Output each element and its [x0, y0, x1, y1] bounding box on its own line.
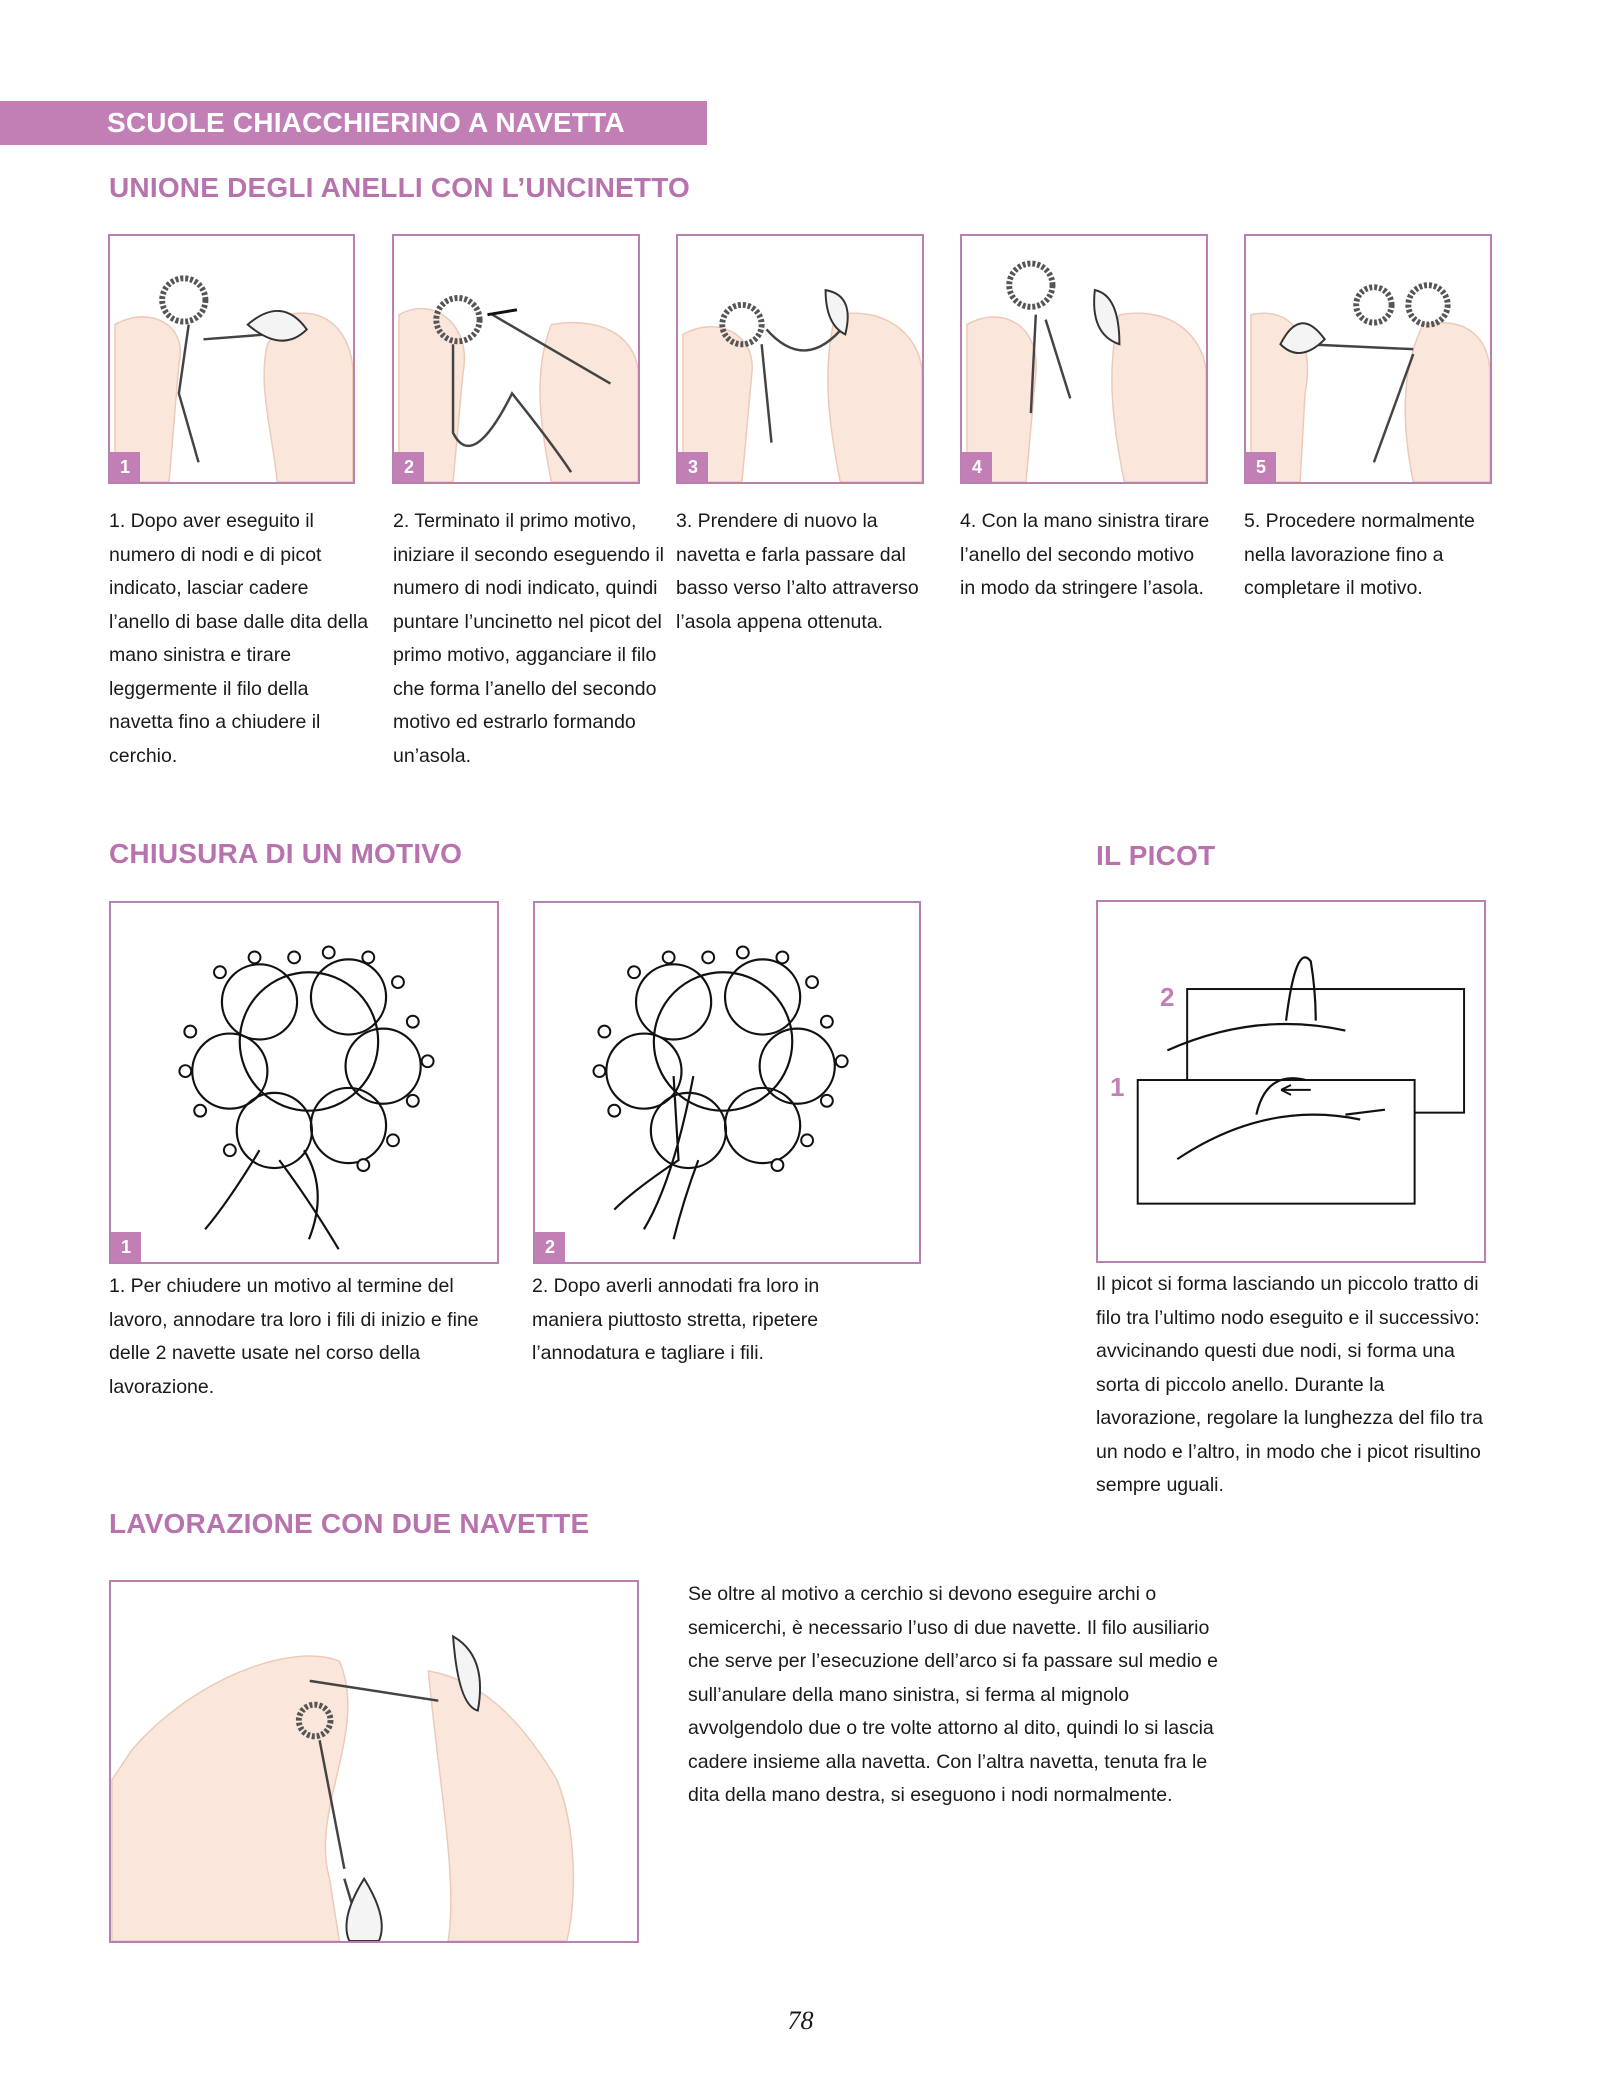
union-step-2-text: 2. Terminato il primo motivo, iniziare il secondo eseguendo il numero di nodi indicato, quindi puntare l’uncinetto nel picot del primo motivo, agganciare il filo che forma l’anello del secondo motivo ed estrarlo formando un’asola. [393, 510, 665, 767]
section-banner: SCUOLE CHIACCHIERINO A NAVETTA [0, 101, 707, 145]
tatted-flower-motif-illustration [111, 903, 497, 1262]
hands-two-shuttles-illustration [111, 1582, 637, 1941]
hands-crochet-illustration [394, 236, 638, 482]
union-step-5-text: 5. Procedere normalmente nella lavorazione fino a completare il motivo. [1244, 510, 1475, 599]
union-step-5-illustration [1244, 234, 1492, 484]
tatted-flower-knotted-illustration [535, 903, 919, 1262]
hands-pull-ring-illustration [962, 236, 1206, 482]
closing-step-1-illustration [109, 901, 499, 1264]
closing-step-2-illustration [533, 901, 921, 1264]
union-step-3-text: 3. Prendere di nuovo la navetta e farla passare dal basso verso l’alto attraverso l’asola appena ottenuta. [676, 510, 919, 633]
picot-label-1: 1 [1110, 1072, 1125, 1102]
two-shuttles-text: Se oltre al motivo a cerchio si devono eseguire archi o semicerchi, è necessario l’uso di due navette. Il filo ausiliario che serve per l’esecuzione dell’arco si fa passare sul medio e sull’anulare della mano sinistra, si ferma al mignolo avvolgendolo due o tre volte attorno al dito, quindi lo si lascia cadere insieme alla navetta. Con l’altra navetta, tenuta fra le dita della mano destra, si eseguono i nodi normalmente. [688, 1583, 1219, 1806]
two-shuttles-illustration [109, 1580, 639, 1943]
step-number-badge: 3 [678, 452, 708, 482]
closing-step-2-text: 2. Dopo averli annodati fra loro in maniera piuttosto stretta, ripetere l’annodatura e tagliare i fili. [532, 1275, 820, 1364]
hands-continue-illustration [1246, 236, 1490, 482]
page-number: 78 [787, 2006, 814, 2035]
step-number-badge: 1 [110, 452, 140, 482]
union-step-1-illustration [108, 234, 355, 484]
hands-shuttle-through-loop-illustration [678, 236, 922, 482]
union-step-1-text: 1. Dopo aver eseguito il numero di nodi e di picot indicato, lasciar cadere l’anello di base dalle dita della mano sinistra e tirare leggermente il filo della navetta fino a chiudere il cerchio. [109, 510, 369, 767]
step-number-badge: 2 [535, 1232, 565, 1262]
picot-illustration [1096, 900, 1486, 1263]
union-step-3-illustration [676, 234, 924, 484]
heading-picot: IL PICOT [1096, 840, 1216, 871]
closing-step-1-text: 1. Per chiudere un motivo al termine del lavoro, annodare tra loro i fili di inizio e fine delle 2 navette usate nel corso della lavorazione. [109, 1275, 479, 1398]
step-number-badge: 1 [111, 1232, 141, 1262]
union-step-2-illustration [392, 234, 640, 484]
picot-label-2: 2 [1160, 982, 1175, 1012]
picot-diagram [1098, 902, 1484, 1261]
picot-text: Il picot si forma lasciando un piccolo tratto di filo tra l’ultimo nodo eseguito e il successivo: avvicinando questi due nodi, si forma una sorta di piccolo anello. Durante la lavorazione, regolare la lunghezza del filo tra un nodo e l’altro, in modo che i picot risultino sempre uguali. [1096, 1273, 1483, 1496]
union-step-4-illustration [960, 234, 1208, 484]
hands-shuttle-illustration [110, 236, 353, 482]
step-number-badge: 5 [1246, 452, 1276, 482]
union-step-4-text: 4. Con la mano sinistra tirare l’anello del secondo motivo in modo da stringere l’asola. [960, 510, 1210, 599]
heading-closing: CHIUSURA DI UN MOTIVO [109, 838, 463, 869]
step-number-badge: 2 [394, 452, 424, 482]
heading-two-shuttles: LAVORAZIONE CON DUE NAVETTE [109, 1508, 590, 1539]
step-number-badge: 4 [962, 452, 992, 482]
heading-union: UNIONE DEGLI ANELLI CON L’UNCINETTO [109, 172, 691, 203]
